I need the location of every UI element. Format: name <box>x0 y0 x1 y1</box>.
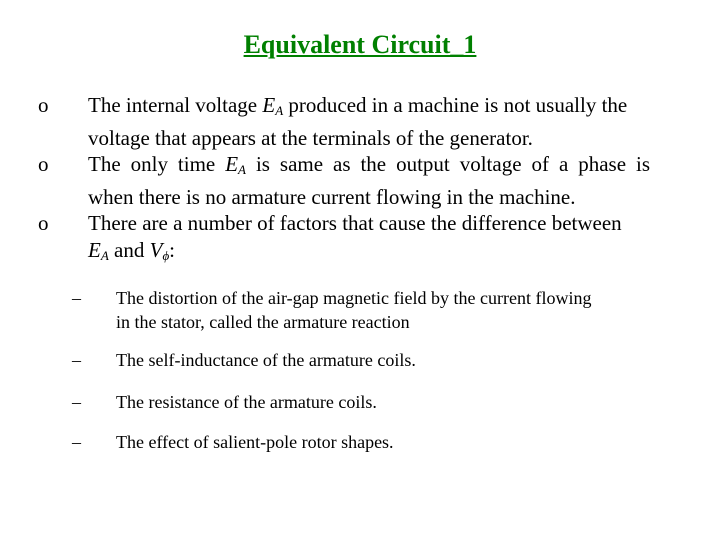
bullet-text: The only time EA is same as the output voltage of a phase is when there is no armature current flowing in the machine. <box>88 152 651 209</box>
bullet-text: The internal voltage EA produced in a machine is not usually the voltage that appears at the terminals of the generator. <box>88 93 628 150</box>
dash-marker: – <box>72 350 81 370</box>
sub-item-text: The self-inductance of the armature coils. <box>116 350 416 370</box>
dash-marker: – <box>72 288 81 308</box>
dash-marker: – <box>72 392 81 412</box>
bullet-marker: o <box>38 93 49 117</box>
bullet-item <box>38 151 650 210</box>
slide-title: Equivalent Circuit_1 <box>243 30 477 59</box>
bullet-list <box>38 92 650 269</box>
dash-marker: – <box>72 432 81 452</box>
sub-item-text: The distortion of the air-gap magnetic field by the current flowing in the stator, called the armature reaction <box>116 288 592 332</box>
bullet-marker: o <box>38 211 49 235</box>
bullet-marker: o <box>38 152 49 176</box>
bullet-text: There are a number of factors that cause the difference between EA and Vϕ: <box>88 211 622 263</box>
sub-item-text: The resistance of the armature coils. <box>116 392 377 412</box>
bullet-item <box>38 92 650 151</box>
bullet-item <box>38 210 650 269</box>
sub-item-text: The effect of salient-pole rotor shapes. <box>116 432 394 452</box>
